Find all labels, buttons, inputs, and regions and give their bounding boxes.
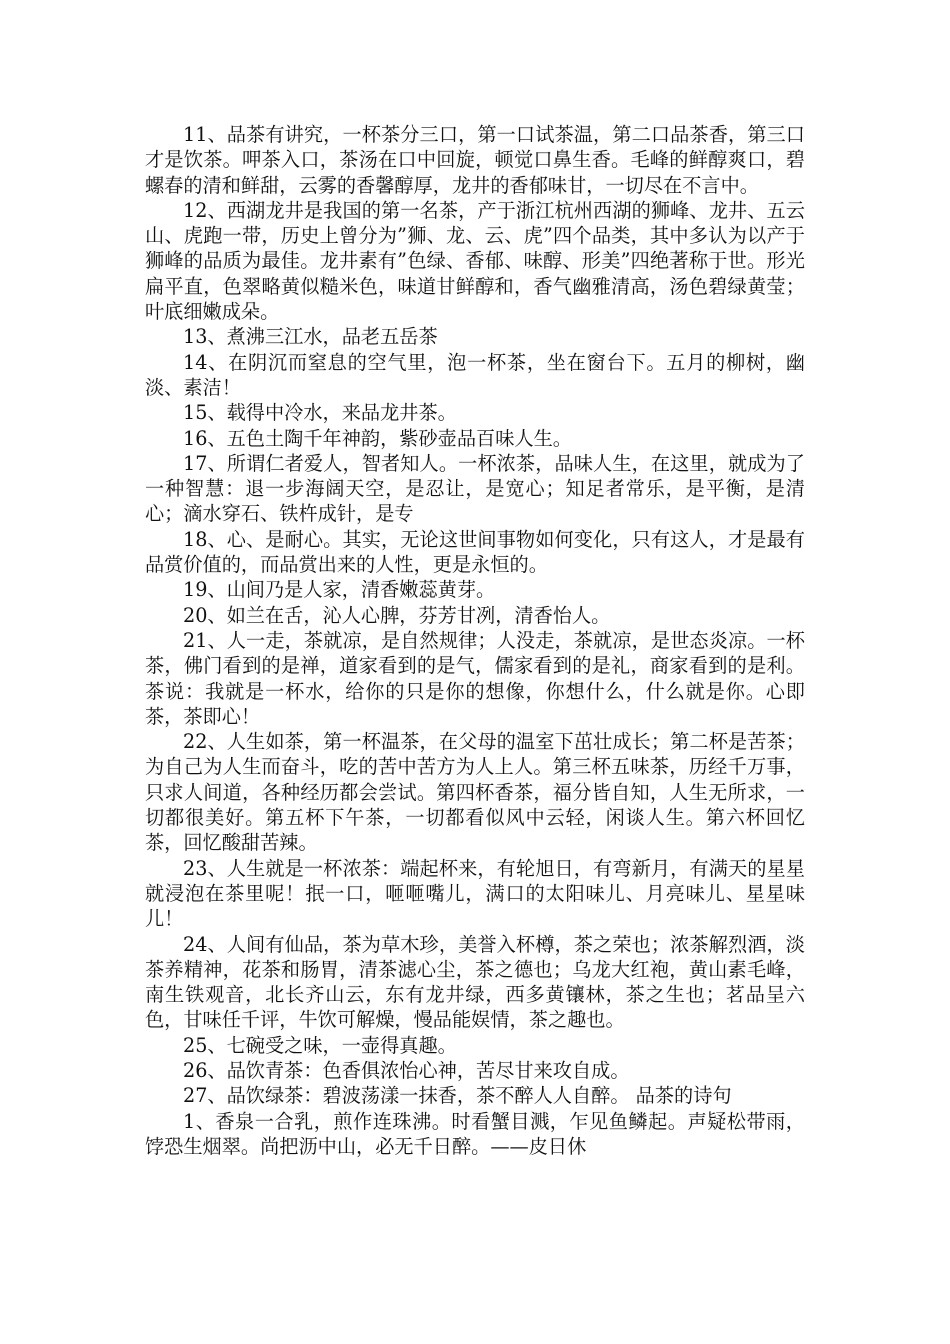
paragraph-25: 25、七碗受之味，一壶得真趣。 (183, 1033, 457, 1057)
paragraph-27: 27、品饮绿茶：碧波荡漾一抹香，茶不醉人人自醉。 品茶的诗句 (183, 1084, 732, 1108)
paragraph-26: 26、品饮青茶：色香俱浓怡心神，苦尽甘来攻自成。 (183, 1058, 630, 1082)
paragraph-21: 21、人一走，茶就凉，是自然规律；人没走，茶就凉，是世态炎凉。一杯茶，佛门看到的是禅，道家看到的是气，儒家看到的是礼，商家看到的是利。茶说：我就是一杯水，给你的只是你的想像，你想什么，什么就是你。心即茶，茶即心！ (145, 628, 805, 728)
poem-1: 1、香泉一合乳，煎作连珠沸。时看蟹目溅，乍见鱼鳞起。声疑松带雨，饽恐生烟翠。尚把沥中山，必无千日醉。——皮日休 (145, 1109, 805, 1158)
paragraph-23: 23、人生就是一杯浓茶：端起杯来，有轮旭日，有弯新月，有满天的星星就浸泡在茶里呢！抿一口，咂咂嘴儿，满口的太阳味儿、月亮味儿、星星味儿！ (145, 856, 805, 931)
paragraph-12: 12、西湖龙井是我国的第一名茶，产于浙江杭州西湖的狮峰、龙井、五云山、虎跑一带，历史上曾分为”狮、龙、云、虎”四个品类，其中多认为以产于狮峰的品质为最佳。龙井素有”色绿、香郁、味醇、形美”四绝著称于世。形光扁平直，色翠略黄似糙米色，味道甘鲜醇和，香气幽雅清高，汤色碧绿黄莹；叶底细嫩成朵。 (145, 198, 805, 324)
paragraph-11: 11、品茶有讲究，一杯茶分三口，第一口试茶温，第二口品茶香，第三口才是饮茶。呷茶入口，茶汤在口中回旋，顿觉口鼻生香。毛峰的鲜醇爽口，碧螺春的清和鲜甜，云雾的香馨醇厚，龙井的香郁味甘，一切尽在不言中。 (145, 123, 805, 197)
paragraph-18: 18、心、是耐心。其实，无论这世间事物如何变化，只有这人，才是最有品赏价值的，而品赏出来的人性，更是永恒的。 (145, 527, 805, 577)
paragraph-16: 16、五色土陶千年神韵，紫砂壶品百味人生。 (183, 426, 572, 450)
paragraph-17: 17、所谓仁者爱人，智者知人。一杯浓茶，品味人生，在这里，就成为了一种智慧：退一步海阔天空，是忍让，是宽心；知足者常乐，是平衡，是清心；滴水穿石、铁杵成针，是专 (145, 451, 805, 526)
paragraph-20: 20、如兰在舌，沁人心脾，芬芳甘冽，清香怡人。 (183, 603, 611, 627)
paragraph-22: 22、人生如茶，第一杯温茶，在父母的温室下茁壮成长；第二杯是苦茶；为自己为人生而奋斗，吃的苦中苦方为人上人。第三杯五味茶，历经千万事，只求人间道，各种经历都会尝试。第四杯香茶，福分皆自知，人生无所求，一切都很美好。第五杯下午茶，一切都看似风中云轻，闲谈人生。第六杯回忆茶，回忆酸甜苦辣。 (145, 730, 805, 855)
paragraph-24: 24、人间有仙品，茶为草木珍，美誉入杯樽，茶之荣也；浓茶解烈酒，淡茶养精神，花茶和肠胃，清茶滤心尘，茶之德也；乌龙大红袍，黄山素毛峰，南生铁观音，北长齐山云，东有龙井绿，西多黄镶林，茶之生也；茗品呈六色，甘味任千评，牛饮可解燥，慢品能娱情，茶之趣也。 (145, 932, 805, 1032)
paragraph-15: 15、载得中冷水，来品龙井茶。 (183, 401, 457, 425)
document-body (145, 122, 805, 1159)
paragraph-14: 14、在阴沉而窒息的空气里，泡一杯茶，坐在窗台下。五月的柳树，幽淡、素洁！ (145, 350, 805, 399)
paragraph-13: 13、煮沸三江水，品老五岳茶 (183, 325, 438, 349)
paragraph-19: 19、山间乃是人家，清香嫩蕊黄芽。 (183, 578, 496, 602)
